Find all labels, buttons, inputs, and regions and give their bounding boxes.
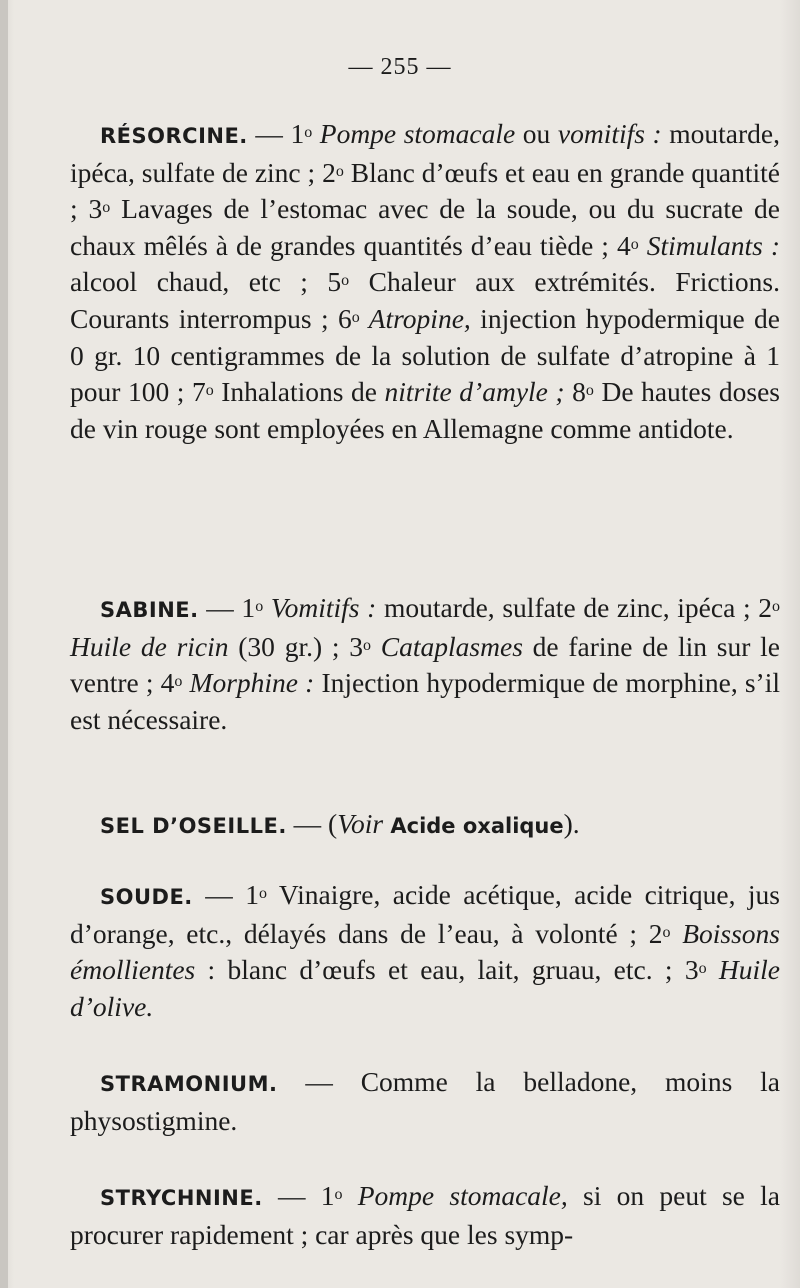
entry-text: SEL D’OSEILLE. — (Voir Acide oxalique). (100, 808, 580, 839)
entry-stramonium (70, 1064, 780, 1139)
page-gutter (0, 0, 8, 1288)
cross-reference: Acide oxalique (383, 814, 564, 838)
entry-text: STRYCHNINE. — 1$^o$ Pompe stomacale, si on peut se la procurer rapidement ; car après que les symp- (70, 1180, 780, 1250)
entry-text: STRAMONIUM. — Comme la belladone, moins la physostigmine. (70, 1066, 780, 1136)
entry-sel-doseille (70, 806, 780, 845)
entry-soude (70, 877, 780, 1025)
entry-heading: RÉSORCINE. (100, 124, 248, 148)
entry-resorcine (70, 116, 780, 447)
entry-heading: SEL D’OSEILLE. (100, 814, 287, 838)
entry-heading: STRYCHNINE. (100, 1186, 263, 1210)
page-number: — 255 — (348, 54, 452, 80)
entry-heading: SOUDE. (100, 885, 193, 909)
entry-sabine (70, 590, 780, 738)
entry-text: RÉSORCINE. — 1$^o$ Pompe stomacale ou vomitifs : moutarde, ipéca, sulfate de zinc ; 2$^o$ Blanc d’œufs et eau en grande quantité ; 3$^o$ Lavages de l’estomac avec de la soude, ou du sucrate de chaux mêlés à de grandes quantités d’eau tiède ; 4$^o$ Stimulants : alcool chaud, etc ; 5$^o$ Chaleur aux extrémités. Frictions. Courants interrompus ; 6$^o$ Atropine, injection hypodermique de 0 gr. 10 centigrammes de la solution de sulfate d’atropine à 1 pour 100 ; 7$^o$ Inhalations de nitrite d’amyle ; 8$^o$ De hautes doses de vin rouge sont employées en Allemagne comme antidote. (70, 118, 781, 444)
entry-heading: STRAMONIUM. (100, 1072, 278, 1096)
entry-strychnine (70, 1178, 780, 1253)
entry-text: SOUDE. — 1$^o$ Vinaigre, acide acétique, acide citrique, jus d’orange, etc., délayés dans de l’eau, à volonté ; 2$^o$ Boissons émollientes : blanc d’œufs et eau, lait, gruau, etc. ; 3$^o$ Huile d’olive. (70, 879, 780, 1022)
entry-text: SABINE. — 1$^o$ Vomitifs : moutarde, sulfate de zinc, ipéca ; 2$^o$ Huile de ricin (30 gr.) ; 3$^o$ Cataplasmes de farine de lin sur le ventre ; 4$^o$ Morphine : Injection hypodermique de morphine, s’il est nécessaire. (70, 592, 780, 735)
entry-heading: SABINE. (100, 598, 199, 622)
